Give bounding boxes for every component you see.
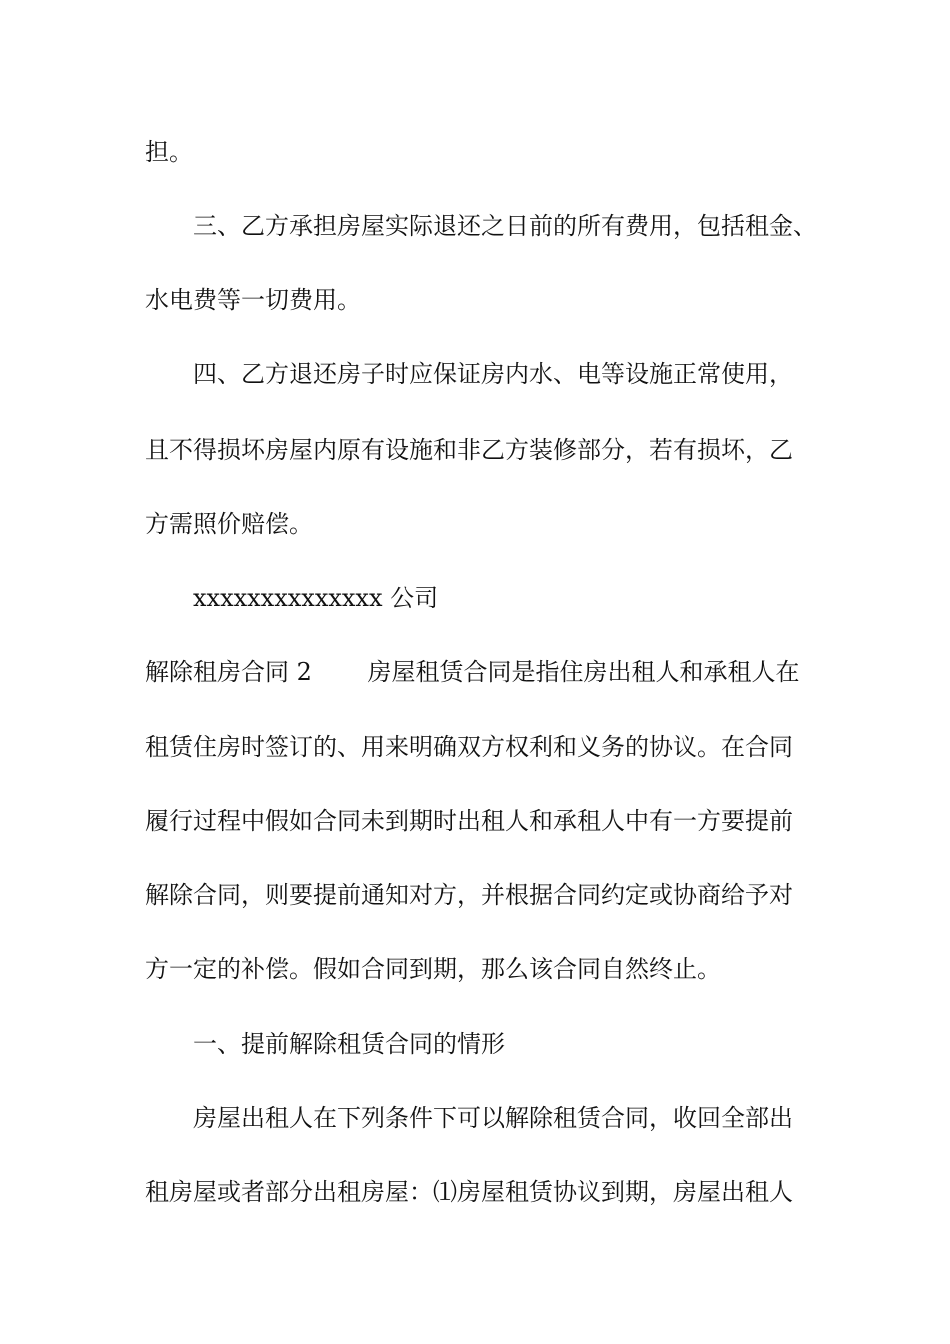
section-heading-line: 解除租房合同 2 房屋租赁合同是指住房出租人和承租人在	[145, 658, 800, 686]
text-line: 三、乙方承担房屋实际退还之日前的所有费用，包括租金、	[193, 212, 817, 240]
text-line: 水电费等一切费用。	[145, 286, 361, 314]
text-line: 履行过程中假如合同未到期时出租人和承租人中有一方要提前	[145, 807, 793, 835]
text-line: 且不得损坏房屋内原有设施和非乙方装修部分，若有损坏，乙	[145, 436, 793, 464]
text-line: 担。	[145, 138, 193, 166]
text-line: 方一定的补偿。假如合同到期，那么该合同自然终止。	[145, 955, 721, 983]
text-line: 解除合同，则要提前通知对方，并根据合同约定或协商给予对	[145, 881, 793, 909]
text-line: 四、乙方退还房子时应保证房内水、电等设施正常使用，	[193, 360, 793, 388]
text-line: 房屋出租人在下列条件下可以解除租赁合同，收回全部出	[193, 1104, 793, 1132]
text-line: 方需照价赔偿。	[145, 510, 313, 538]
company-name: xxxxxxxxxxxxxx 公司	[193, 584, 439, 612]
subheading: 一、提前解除租赁合同的情形	[193, 1030, 505, 1058]
text-line: 租房屋或者部分出租房屋：⑴房屋租赁协议到期，房屋出租人	[145, 1178, 793, 1206]
text-line: 租赁住房时签订的、用来明确双方权利和义务的协议。在合同	[145, 733, 793, 761]
